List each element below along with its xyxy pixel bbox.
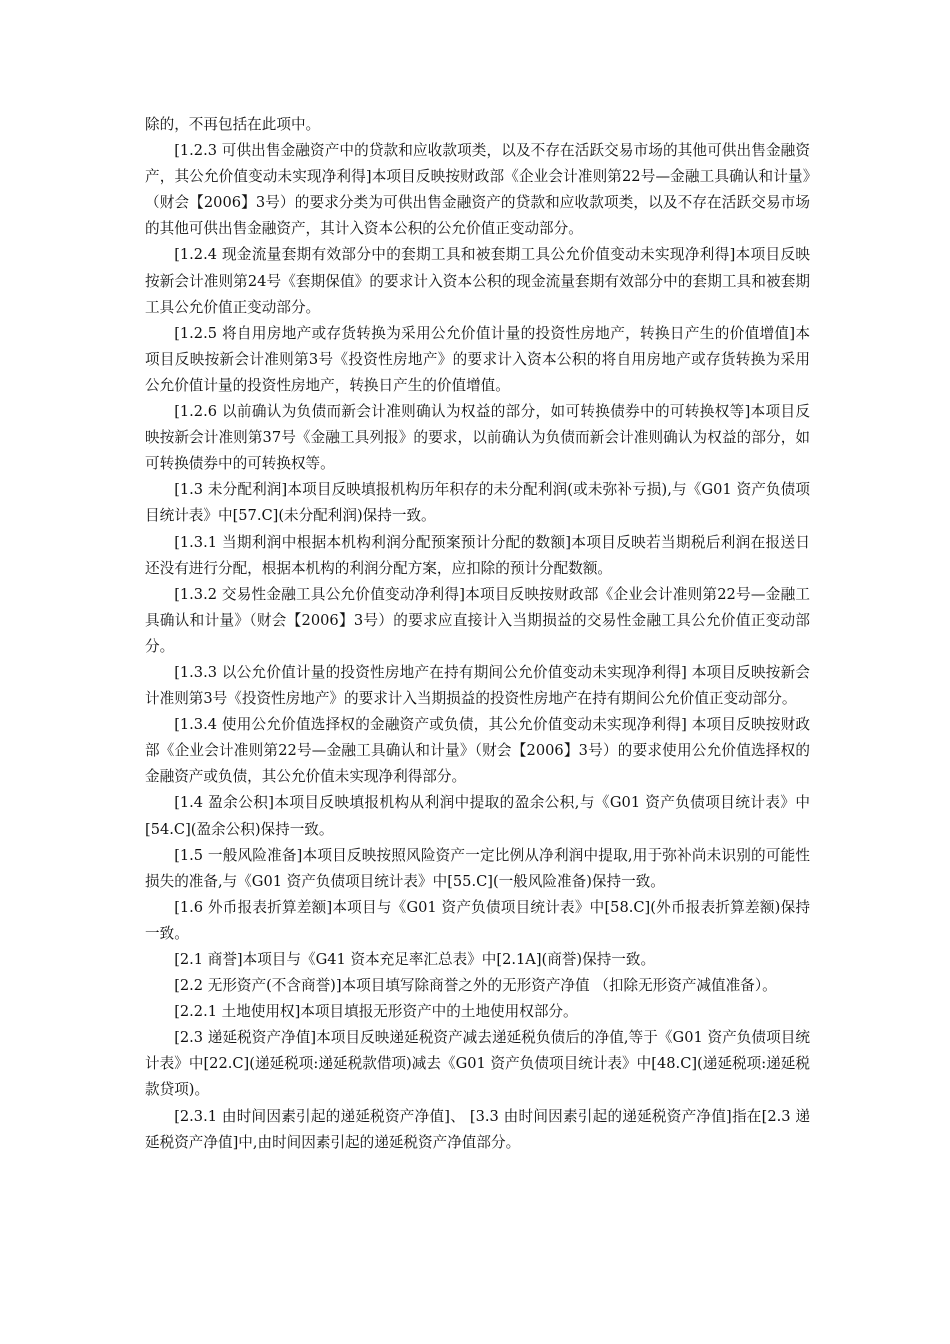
paragraph-1-4: [1.4 盈余公积]本项目反映填报机构从利润中提取的盈余公积,与《G01 资产负债项目统计表》中[54.C](盈余公积)保持一致。	[145, 794, 810, 838]
document-body	[145, 112, 810, 1156]
paragraph-2-3: [2.3 递延税资产净值]本项目反映递延税资产减去递延税负债后的净值,等于《G01 资产负债项目统计表》中[22.C](递延税项:递延税款借项)减去《G01 资产负债项目统计表》中[48.C](递延税项:递延税款贷项)。	[145, 1029, 810, 1099]
paragraph-1-3-2: [1.3.2 交易性金融工具公允价值变动净利得]本项目反映按财政部《企业会计准则第22号—金融工具确认和计量》（财会【2006】3号）的要求应直接计入当期损益的交易性金融工具公允价值正变动部分。	[145, 585, 810, 655]
paragraph-1-2-5: [1.2.5 将自用房地产或存货转换为采用公允价值计量的投资性房地产，转换日产生的价值增值]本项目反映按新会计准则第3号《投资性房地产》的要求计入资本公积的将自用房地产或存货转换为采用公允价值计量的投资性房地产，转换日产生的价值增值。	[145, 324, 810, 394]
paragraph-2-2: [2.2 无形资产(不含商誉)]本项目填写除商誉之外的无形资产净值 （扣除无形资产减值准备）。	[174, 977, 777, 995]
paragraph-1-3-3: [1.3.3 以公允价值计量的投资性房地产在持有期间公允价值变动未实现净利得] 本项目反映按新会计准则第3号《投资性房地产》的要求计入当期损益的投资性房地产在持有期间公允价值正变动部分。	[145, 663, 810, 708]
paragraph-1-2-3: [1.2.3 可供出售金融资产中的贷款和应收款项类，以及不存在活跃交易市场的其他可供出售金融资产，其公允价值变动未实现净利得]本项目反映按财政部《企业会计准则第22号—金融工具确认和计量》（财会【2006】3号）的要求分类为可供出售金融资产的贷款和应收款项类，以及不存在活跃交易市场的其他可供出售金融资产，其计入资本公积的公允价值正变动部分。	[145, 142, 810, 238]
paragraph-1-5: [1.5 一般风险准备]本项目反映按照风险资产一定比例从净利润中提取,用于弥补尚未识别的可能性损失的准备,与《G01 资产负债项目统计表》中[55.C](一般风险准备)保持一致。	[145, 846, 810, 890]
paragraph-continuation: 除的，不再包括在此项中。	[145, 116, 321, 133]
paragraph-1-3-4: [1.3.4 使用公允价值选择权的金融资产或负债，其公允价值变动未实现净利得] 本项目反映按财政部《企业会计准则第22号—金融工具确认和计量》（财会【2006】3号）的要求使用公允价值选择权的金融资产或负债，其公允价值未实现净利得部分。	[145, 716, 810, 786]
paragraph-1-2-6: [1.2.6 以前确认为负债而新会计准则确认为权益的部分，如可转换债券中的可转换权等]本项目反映按新会计准则第37号《金融工具列报》的要求，以前确认为负债而新会计准则确认为权益的部分，如可转换债券中的可转换权等。	[145, 403, 810, 473]
paragraph-2-1: [2.1 商誉]本项目与《G41 资本充足率汇总表》中[2.1A](商誉)保持一致。	[174, 951, 656, 968]
paragraph-1-6: [1.6 外币报表折算差额]本项目与《G01 资产负债项目统计表》中[58.C](外币报表折算差额)保持一致。	[145, 898, 810, 942]
paragraph-1-3: [1.3 未分配利润]本项目反映填报机构历年积存的未分配利润(或未弥补亏损),与《G01 资产负债项目统计表》中[57.C](未分配利润)保持一致。	[145, 481, 810, 525]
paragraph-1-2-4: [1.2.4 现金流量套期有效部分中的套期工具和被套期工具公允价值变动未实现净利得]本项目反映按新会计准则第24号《套期保值》的要求计入资本公积的现金流量套期有效部分中的套期工具和被套期工具公允价值正变动部分。	[145, 246, 810, 316]
paragraph-1-3-1: [1.3.1 当期利润中根据本机构利润分配预案预计分配的数额]本项目反映若当期税后利润在报送日还没有进行分配，根据本机构的利润分配方案，应扣除的预计分配数额。	[145, 533, 810, 577]
paragraph-2-2-1: [2.2.1 土地使用权]本项目填报无形资产中的土地使用权部分。	[174, 1003, 578, 1021]
paragraph-2-3-1: [2.3.1 由时间因素引起的递延税资产净值]、 [3.3 由时间因素引起的递延税资产净值]指在[2.3 递延税资产净值]中,由时间因素引起的递延税资产净值部分。	[145, 1107, 810, 1151]
